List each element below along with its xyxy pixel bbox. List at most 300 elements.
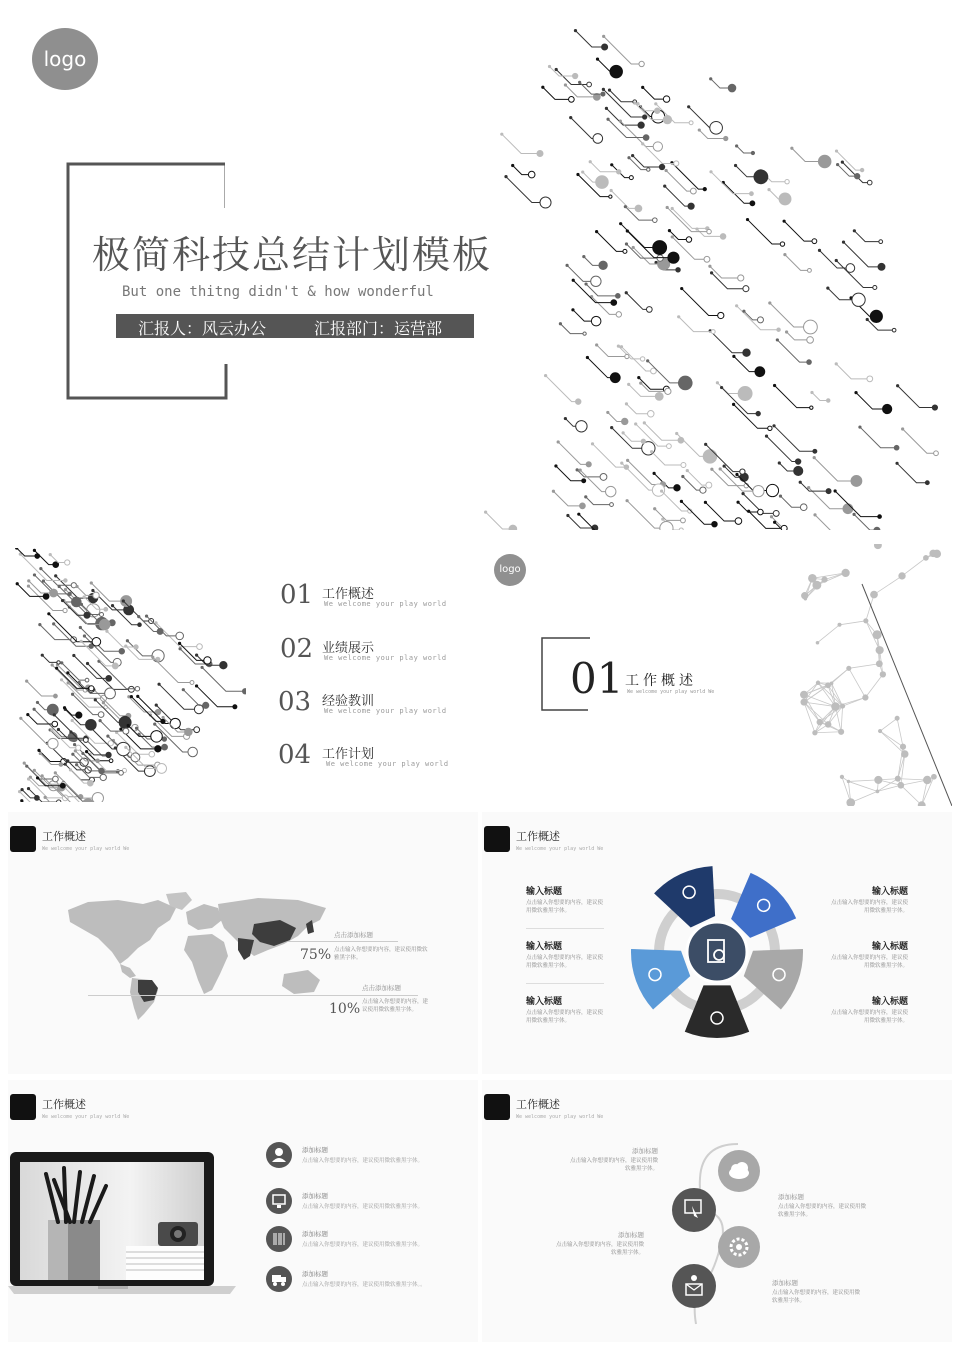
header-square: [484, 1094, 510, 1120]
circuit-node: [484, 511, 487, 514]
circuit-node: [20, 799, 23, 802]
circuit-node: [600, 473, 607, 480]
circuit-trace: [486, 512, 513, 529]
circuit-node: [63, 706, 66, 709]
laptop-slide: [8, 1080, 478, 1342]
network-node: [931, 774, 937, 780]
circuit-node: [641, 86, 644, 89]
circuit-node: [112, 663, 118, 669]
circuit-node: [92, 637, 101, 646]
circuit-node: [720, 386, 723, 389]
circuit-node: [668, 252, 679, 263]
circuit-node: [835, 259, 838, 262]
circuit-node: [643, 421, 646, 424]
circuit-node: [894, 445, 899, 450]
circuit-node: [653, 472, 656, 475]
circuit-node: [608, 89, 611, 92]
item-title: 输入标题: [871, 997, 908, 1007]
circuit-node: [179, 647, 182, 650]
circuit-node: [773, 510, 779, 516]
divider: [526, 928, 604, 929]
circuit-node: [85, 678, 89, 682]
circuit-node: [622, 418, 628, 424]
gear-icon: [718, 1226, 760, 1268]
cover-logo: [32, 28, 98, 90]
toc-item[interactable]: [278, 740, 468, 780]
circuit-trace: [506, 177, 546, 203]
circuit-node: [25, 765, 28, 768]
circuit-trace: [710, 331, 746, 353]
circuit-node: [655, 108, 660, 113]
circuit-node: [595, 230, 598, 233]
circuit-node: [37, 749, 40, 752]
slide-subtitle: We welcome your play world We: [516, 846, 604, 852]
circuit-node: [90, 581, 93, 584]
toc-item[interactable]: [278, 634, 468, 674]
section-logo: [494, 554, 526, 586]
circuit-trace: [558, 442, 589, 464]
circuit-node: [738, 387, 752, 401]
network-node: [923, 776, 931, 784]
circuit-node: [650, 450, 653, 453]
circuit-node: [109, 759, 113, 763]
circuit-trace: [775, 522, 806, 530]
circuit-node: [646, 307, 652, 313]
item-title: 添加标题: [302, 1192, 328, 1200]
world-map: [58, 890, 338, 1020]
circuit-trace: [856, 393, 887, 409]
wheel-right-item: [826, 939, 908, 970]
circuit-node: [511, 164, 514, 167]
circuit-node: [686, 237, 691, 242]
circuit-node: [800, 504, 807, 511]
circuit-node: [584, 495, 587, 498]
circuit-trace: [672, 163, 705, 189]
circuit-node: [633, 101, 636, 104]
circuit-network-graphic: [480, 20, 940, 530]
cover-reporter: 汇报人：风云办公: [138, 319, 267, 338]
circuit-node: [36, 776, 39, 779]
circuit-node: [818, 249, 821, 252]
circuit-node: [569, 116, 572, 119]
circuit-node: [69, 768, 72, 771]
circuit-node: [724, 136, 728, 140]
circuit-node: [583, 332, 586, 335]
circuit-trace: [597, 232, 625, 252]
circuit-node: [653, 218, 658, 223]
cover-department: 汇报部门：运营部: [314, 319, 443, 338]
circuit-node: [197, 644, 203, 650]
circuit-trace: [780, 496, 803, 507]
wheel-left-item: [526, 994, 608, 1025]
circuit-node: [64, 579, 67, 582]
circuit-trace: [723, 182, 752, 203]
toc-item[interactable]: [278, 580, 468, 620]
circuit-node: [653, 241, 667, 255]
circuit-node: [606, 486, 616, 496]
circuit-node: [41, 654, 44, 657]
circuit-node: [773, 384, 776, 387]
circuit-node: [71, 719, 74, 722]
circuit-node: [901, 427, 904, 430]
circuit-node: [62, 795, 68, 801]
circuit-node: [718, 312, 724, 318]
circuit-node: [754, 170, 768, 184]
circuit-node: [220, 662, 227, 669]
circuit-node: [64, 763, 67, 766]
network-edge: [843, 698, 866, 707]
circuit-trace: [655, 509, 683, 521]
header-square: [10, 1094, 36, 1120]
circuit-trace: [652, 452, 684, 465]
item-title: 添加标题: [302, 1230, 328, 1238]
circuit-node: [668, 229, 671, 232]
circuit-trace: [27, 681, 56, 696]
circuit-node: [606, 411, 609, 414]
circuit-node: [674, 161, 679, 166]
circuit-node: [170, 718, 180, 728]
circuit-node: [134, 645, 138, 649]
circuit-node: [100, 774, 106, 780]
circuit-trace: [672, 208, 707, 228]
circuit-node: [676, 268, 680, 272]
network-node: [870, 591, 878, 599]
circuit-node: [768, 426, 772, 430]
circuit-node: [932, 405, 937, 410]
circuit-node: [599, 261, 607, 269]
wheel-center: [687, 922, 747, 982]
circuit-node: [602, 88, 605, 91]
circuit-node: [842, 241, 845, 244]
feature-item: [266, 1188, 466, 1218]
cover-frame: [60, 158, 240, 406]
circuit-node: [155, 746, 161, 752]
circuit-node: [710, 121, 723, 134]
circuit-node: [38, 623, 41, 626]
circuit-node: [743, 286, 749, 292]
toc-subtitle: We welcome your play world: [326, 760, 449, 768]
circuit-trace: [705, 502, 738, 521]
network-edge: [832, 668, 849, 683]
circuit-node: [772, 424, 775, 427]
network-node: [817, 719, 823, 725]
circuit-node: [161, 719, 165, 723]
circuit-node: [71, 753, 74, 756]
circuit-trace: [502, 134, 540, 153]
circuit-node: [742, 310, 745, 313]
item-text: 点击输入你想要的内容，建议使用微软雅黑字体。: [302, 1158, 424, 1164]
circuit-node: [719, 467, 722, 470]
circuit-node: [655, 392, 663, 400]
circuit-trace: [775, 385, 812, 407]
circuit-node: [185, 728, 192, 735]
circuit-node: [640, 357, 644, 361]
circuit-node: [204, 657, 211, 664]
circuit-node: [732, 403, 735, 406]
circuit-node: [732, 355, 735, 358]
circuit-trace: [639, 378, 667, 390]
circuit-node: [586, 356, 589, 359]
circuit-node: [808, 268, 812, 272]
circuit-node: [595, 343, 598, 346]
circuit-node: [758, 509, 764, 515]
circuit-node: [700, 487, 706, 493]
circuit-node: [157, 764, 167, 774]
circuit-node: [72, 597, 82, 607]
circuit-node: [136, 695, 139, 698]
circuit-node: [130, 695, 133, 698]
circuit-node: [587, 82, 592, 87]
feature-item: [266, 1142, 466, 1172]
circuit-node: [659, 164, 664, 169]
circuit-node: [728, 84, 736, 92]
circuit-node: [631, 154, 634, 157]
network-node: [874, 544, 882, 549]
circuit-node: [195, 684, 198, 687]
circuit-node: [709, 170, 712, 173]
circuit-node: [127, 724, 130, 727]
toc-subtitle: We welcome your play world: [324, 707, 447, 715]
circuit-node: [576, 421, 587, 432]
circuit-node: [537, 150, 543, 156]
circuit-trace: [21, 718, 53, 743]
item-text: 点击输入你想要的内容，建议使用微软雅黑字体。: [526, 1010, 604, 1024]
circuit-node: [104, 607, 108, 611]
circuit-node: [710, 271, 713, 274]
network-edge: [817, 625, 839, 643]
circuit-node: [735, 473, 738, 476]
circuit-node: [624, 465, 629, 470]
circuit-trace: [835, 491, 879, 517]
item-title: 输入标题: [871, 942, 908, 952]
circuit-node: [75, 585, 78, 588]
circuit-node: [855, 174, 860, 179]
circuit-node: [818, 155, 831, 168]
australia-shape: [282, 970, 320, 994]
network-node: [840, 775, 844, 779]
circuit-node: [571, 308, 574, 311]
circuit-node: [689, 121, 693, 125]
circuit-node: [707, 229, 711, 233]
circuit-node: [766, 484, 778, 496]
circuit-trace: [774, 426, 815, 451]
toc-number: 02: [280, 634, 314, 664]
circuit-node: [768, 301, 771, 304]
circuit-node: [122, 599, 125, 602]
barcode-icon: [266, 1226, 292, 1252]
north-america-shape: [68, 900, 176, 964]
circuit-node: [586, 462, 591, 467]
circuit-node: [53, 776, 59, 782]
cloud-icon: [718, 1150, 760, 1192]
circuit-node: [149, 751, 155, 757]
circuit-node: [746, 218, 749, 221]
timeline-slide: [482, 1080, 952, 1342]
circuit-node: [681, 475, 684, 478]
circuit-node: [565, 264, 568, 267]
circuit-trace: [842, 162, 869, 182]
circuit-node: [708, 265, 711, 268]
network-edge: [902, 558, 926, 576]
circuit-node: [194, 727, 200, 733]
network-edge: [804, 702, 820, 722]
circuit-node: [866, 318, 869, 321]
network-node: [830, 681, 834, 685]
circuit-node: [709, 77, 712, 80]
network-node: [846, 798, 855, 806]
item-text: 点击输入你想要的内容，建议使用微软雅黑字体。: [569, 1158, 658, 1172]
circuit-node: [47, 704, 58, 715]
circuit-node: [548, 65, 551, 68]
circuit-node: [681, 462, 686, 467]
circuit-node: [540, 197, 551, 208]
circuit-node: [625, 291, 628, 294]
circuit-trace: [748, 220, 783, 244]
slide-title: 工作概述: [516, 1098, 560, 1111]
circuit-node: [777, 328, 780, 331]
network-edge: [849, 664, 880, 669]
network-edge: [812, 573, 845, 578]
circuit-node: [619, 222, 622, 225]
circuit-node: [504, 175, 507, 178]
circuit-node: [686, 469, 689, 472]
circuit-node: [609, 195, 612, 198]
toc-item[interactable]: [278, 687, 468, 727]
circuit-node: [627, 383, 630, 386]
network-edge: [898, 779, 927, 780]
circuit-node: [616, 294, 621, 299]
circuit-node: [591, 442, 594, 445]
circuit-node: [51, 663, 54, 666]
circuit-trace: [812, 393, 828, 401]
timeline-item: [772, 1278, 864, 1305]
circuit-node: [626, 229, 629, 232]
circuit-node: [576, 468, 579, 471]
network-node: [898, 572, 905, 579]
network-edge: [874, 576, 902, 595]
header-square: [484, 826, 510, 852]
circuit-trace: [662, 491, 690, 511]
circuit-node: [735, 518, 742, 525]
circuit-node: [852, 513, 855, 516]
delivery-truck-icon: [266, 1266, 292, 1292]
item-title: 添加标题: [772, 1279, 798, 1287]
circuit-node: [677, 315, 680, 318]
circuit-node: [557, 440, 560, 443]
circuit-node: [75, 763, 78, 766]
circuit-node: [569, 97, 575, 103]
circuit-node: [151, 656, 154, 659]
circuit-node: [44, 796, 47, 799]
circuit-node: [743, 349, 750, 356]
circuit-node: [16, 582, 19, 585]
section-subtitle: We welcome your play world We: [627, 689, 715, 695]
circuit-node: [679, 528, 683, 530]
circuit-node: [671, 207, 674, 210]
circuit-node: [76, 745, 81, 750]
circuit-node: [773, 521, 776, 524]
circuit-trace: [202, 667, 245, 691]
wheel-segment: [731, 873, 796, 938]
slide-title: 工作概述: [516, 830, 560, 843]
circuit-node: [870, 310, 882, 322]
circuit-node: [60, 678, 63, 681]
circuit-node: [711, 330, 715, 334]
circuit-node: [33, 708, 36, 711]
circuit-node: [776, 338, 779, 341]
network-node: [873, 630, 882, 639]
item-text: 点击输入你想要的内容，建议使用微软雅黑字体。: [772, 1290, 861, 1304]
circuit-node: [878, 263, 885, 270]
item-text: 点击输入你想要的内容，建议使用微软雅黑字体。: [302, 1204, 424, 1210]
circuit-node: [584, 282, 587, 285]
circuit-node: [834, 489, 837, 492]
circuit-node: [735, 144, 738, 147]
circuit-trace: [556, 466, 584, 481]
circuit-node: [126, 639, 129, 642]
circuit-trace: [550, 66, 576, 76]
circuit-node: [854, 391, 857, 394]
circuit-node: [735, 304, 738, 307]
circuit-node: [778, 461, 781, 464]
network-node: [812, 730, 817, 735]
network-node: [816, 641, 820, 645]
circuit-node: [593, 134, 603, 144]
circuit-node: [83, 738, 88, 743]
circuit-node: [576, 399, 581, 404]
circuit-node: [155, 704, 158, 707]
circuit-trace: [734, 404, 770, 428]
network-node: [837, 623, 841, 627]
wheel-left-item: [526, 939, 608, 970]
circuit-node: [105, 630, 108, 633]
circuit-node: [564, 83, 567, 86]
circuit-node: [660, 489, 663, 492]
circuit-node: [647, 168, 650, 171]
timeline-item: [552, 1230, 644, 1257]
circuit-node: [874, 527, 880, 530]
network-node: [923, 555, 929, 561]
circuit-node: [799, 481, 802, 484]
circuit-node: [783, 220, 786, 223]
item-title: 添加标题: [302, 1146, 328, 1154]
circuit-node: [807, 360, 812, 365]
circuit-node: [190, 681, 194, 685]
circuit-node: [151, 731, 163, 743]
item-text: 点击输入你想要的内容，建议使用微软雅黑字体。: [830, 1010, 908, 1024]
circuit-node: [723, 464, 726, 467]
timeline-item: [778, 1192, 870, 1219]
item-title: 添加标题: [618, 1231, 644, 1239]
circuit-node: [653, 142, 662, 151]
network-node: [838, 729, 844, 735]
circuit-node: [99, 619, 109, 629]
circuit-node: [128, 686, 134, 692]
circuit-node: [751, 151, 754, 154]
timeline-item: [566, 1146, 658, 1173]
network-node: [846, 666, 851, 671]
circuit-node: [57, 728, 60, 731]
network-edge: [865, 674, 882, 697]
circuit-trace: [903, 429, 936, 453]
circuit-node: [119, 649, 124, 654]
circuit-node: [860, 168, 863, 171]
circuit-trace: [604, 36, 642, 64]
section-logo-text: logo: [499, 564, 521, 575]
circuit-node: [52, 622, 55, 625]
circuit-node: [741, 492, 744, 495]
circuit-trace: [777, 340, 809, 362]
